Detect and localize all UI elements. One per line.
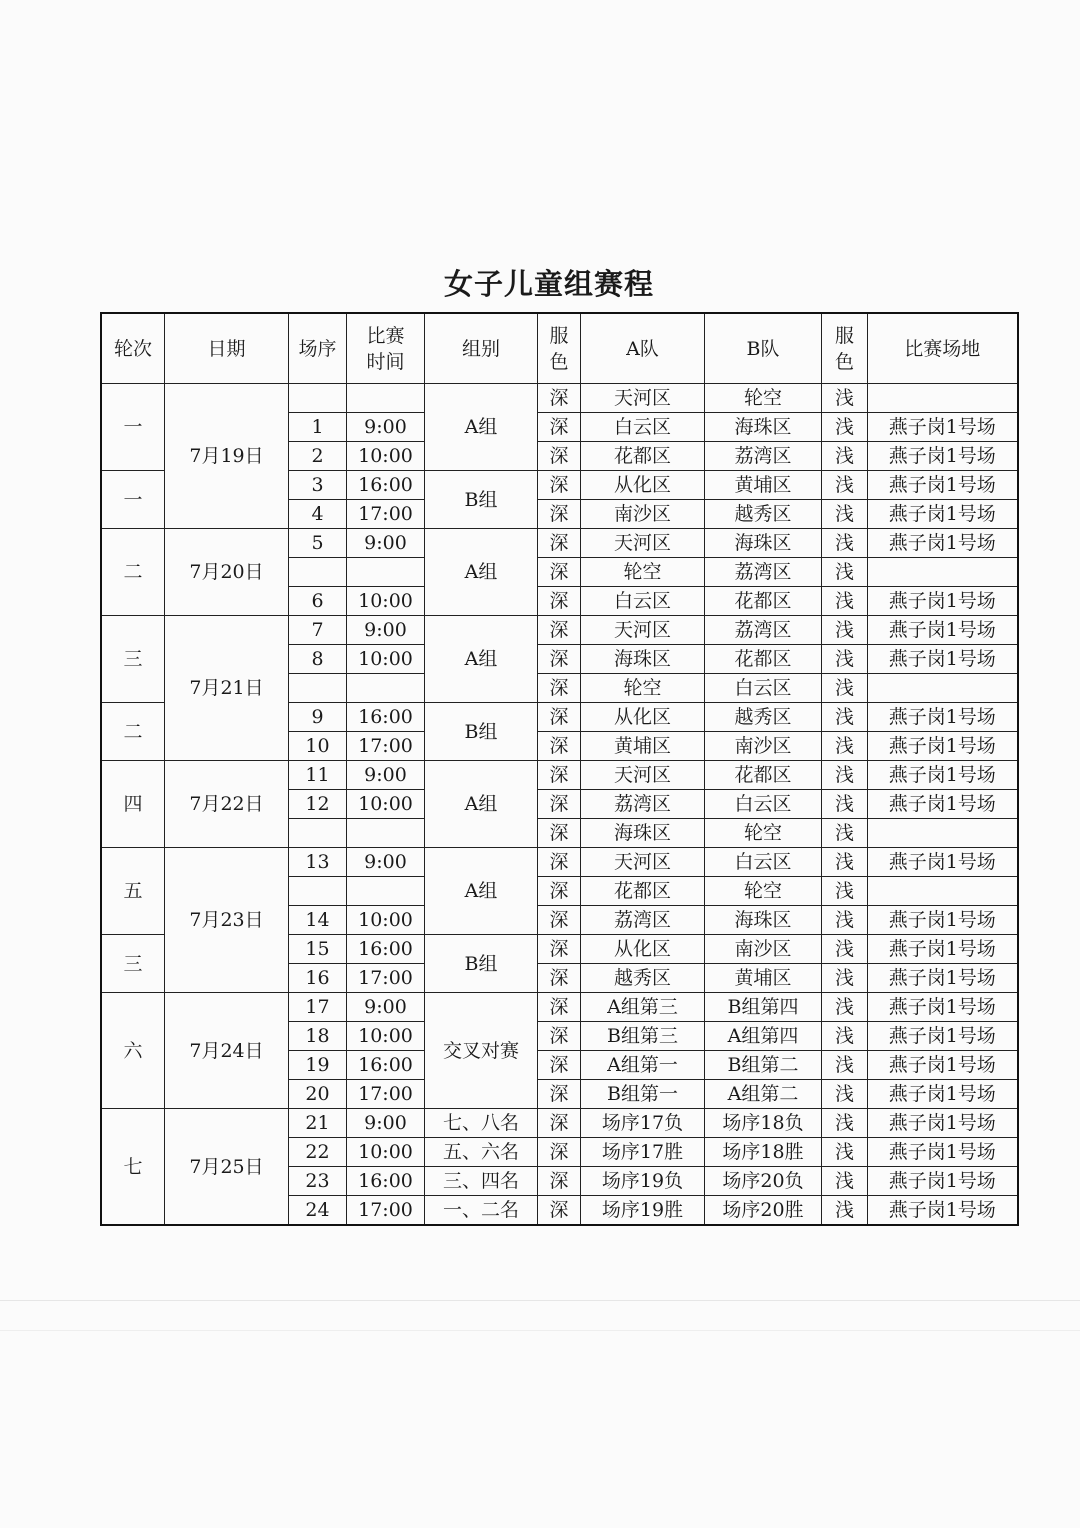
group-cell: A组 xyxy=(425,529,538,616)
color-b-cell: 浅 xyxy=(822,819,868,848)
match-no-cell: 22 xyxy=(289,1138,347,1167)
color-b-cell: 浅 xyxy=(822,674,868,703)
round-cell: 七 xyxy=(101,1109,165,1226)
match-no-cell: 9 xyxy=(289,703,347,732)
venue-cell: 燕子岗1号场 xyxy=(868,1109,1018,1138)
venue-cell xyxy=(868,384,1018,413)
color-b-cell: 浅 xyxy=(822,964,868,993)
team-b-cell: B组第四 xyxy=(705,993,822,1022)
color-a-cell: 深 xyxy=(538,703,581,732)
group-cell: 三、四名 xyxy=(425,1167,538,1196)
group-cell: A组 xyxy=(425,616,538,703)
venue-cell: 燕子岗1号场 xyxy=(868,703,1018,732)
team-b-cell: 海珠区 xyxy=(705,413,822,442)
time-cell: 16:00 xyxy=(347,1051,425,1080)
color-a-cell: 深 xyxy=(538,993,581,1022)
color-a-cell: 深 xyxy=(538,384,581,413)
venue-cell: 燕子岗1号场 xyxy=(868,790,1018,819)
header-team-b: B队 xyxy=(705,313,822,384)
color-a-cell: 深 xyxy=(538,500,581,529)
time-cell: 17:00 xyxy=(347,964,425,993)
team-a-cell: 黄埔区 xyxy=(581,732,705,761)
team-b-cell: 白云区 xyxy=(705,848,822,877)
team-b-cell: 海珠区 xyxy=(705,906,822,935)
team-a-cell: 场序17负 xyxy=(581,1109,705,1138)
venue-cell: 燕子岗1号场 xyxy=(868,587,1018,616)
team-a-cell: 从化区 xyxy=(581,471,705,500)
group-cell: 七、八名 xyxy=(425,1109,538,1138)
team-b-cell: 越秀区 xyxy=(705,500,822,529)
match-no-cell: 7 xyxy=(289,616,347,645)
table-row xyxy=(101,993,1018,1022)
time-cell: 10:00 xyxy=(347,1138,425,1167)
team-a-cell: 花都区 xyxy=(581,877,705,906)
group-cell: B组 xyxy=(425,935,538,993)
match-no-cell: 17 xyxy=(289,993,347,1022)
team-a-cell: 场序19胜 xyxy=(581,1196,705,1226)
time-cell: 9:00 xyxy=(347,413,425,442)
team-b-cell: 荔湾区 xyxy=(705,442,822,471)
table-row xyxy=(101,384,1018,413)
team-b-cell: 花都区 xyxy=(705,587,822,616)
color-b-cell: 浅 xyxy=(822,1167,868,1196)
table-row xyxy=(101,761,1018,790)
color-a-cell: 深 xyxy=(538,1167,581,1196)
color-b-cell: 浅 xyxy=(822,645,868,674)
team-b-cell: 黄埔区 xyxy=(705,964,822,993)
color-a-cell: 深 xyxy=(538,761,581,790)
color-b-cell: 浅 xyxy=(822,587,868,616)
match-no-cell: 24 xyxy=(289,1196,347,1226)
match-no-cell: 3 xyxy=(289,471,347,500)
match-no-cell: 8 xyxy=(289,645,347,674)
color-b-cell: 浅 xyxy=(822,558,868,587)
color-b-cell: 浅 xyxy=(822,732,868,761)
match-no-cell: 15 xyxy=(289,935,347,964)
round-cell: 一 xyxy=(101,471,165,529)
time-cell: 9:00 xyxy=(347,616,425,645)
header-match-no: 场序 xyxy=(289,313,347,384)
time-cell: 9:00 xyxy=(347,761,425,790)
match-no-cell xyxy=(289,819,347,848)
venue-cell: 燕子岗1号场 xyxy=(868,1167,1018,1196)
team-b-cell: 花都区 xyxy=(705,645,822,674)
team-a-cell: 荔湾区 xyxy=(581,790,705,819)
color-b-cell: 浅 xyxy=(822,935,868,964)
table-row xyxy=(101,616,1018,645)
time-cell: 17:00 xyxy=(347,1080,425,1109)
time-cell: 16:00 xyxy=(347,1167,425,1196)
team-b-cell: 南沙区 xyxy=(705,935,822,964)
match-no-cell: 5 xyxy=(289,529,347,558)
match-no-cell: 21 xyxy=(289,1109,347,1138)
match-no-cell xyxy=(289,674,347,703)
team-a-cell: 天河区 xyxy=(581,848,705,877)
group-cell: A组 xyxy=(425,384,538,471)
match-no-cell: 6 xyxy=(289,587,347,616)
team-a-cell: 白云区 xyxy=(581,587,705,616)
color-b-cell: 浅 xyxy=(822,790,868,819)
venue-cell: 燕子岗1号场 xyxy=(868,471,1018,500)
color-a-cell: 深 xyxy=(538,471,581,500)
match-no-cell: 18 xyxy=(289,1022,347,1051)
team-a-cell: A组第一 xyxy=(581,1051,705,1080)
scan-line xyxy=(0,1330,1080,1331)
venue-cell: 燕子岗1号场 xyxy=(868,1138,1018,1167)
team-b-cell: 越秀区 xyxy=(705,703,822,732)
group-cell: 五、六名 xyxy=(425,1138,538,1167)
header-team-a: A队 xyxy=(581,313,705,384)
color-a-cell: 深 xyxy=(538,732,581,761)
color-a-cell: 深 xyxy=(538,616,581,645)
header-round: 轮次 xyxy=(101,313,165,384)
team-a-cell: A组第三 xyxy=(581,993,705,1022)
date-cell: 7月23日 xyxy=(165,848,289,993)
header-venue: 比赛场地 xyxy=(868,313,1018,384)
header-date: 日期 xyxy=(165,313,289,384)
color-b-cell: 浅 xyxy=(822,1109,868,1138)
color-b-cell: 浅 xyxy=(822,1051,868,1080)
color-b-cell: 浅 xyxy=(822,1022,868,1051)
team-b-cell: 白云区 xyxy=(705,790,822,819)
header-row xyxy=(101,313,1018,384)
time-cell: 10:00 xyxy=(347,790,425,819)
match-no-cell: 13 xyxy=(289,848,347,877)
color-b-cell: 浅 xyxy=(822,442,868,471)
team-b-cell: 花都区 xyxy=(705,761,822,790)
match-no-cell: 19 xyxy=(289,1051,347,1080)
team-b-cell: 场序20胜 xyxy=(705,1196,822,1226)
team-b-cell: 场序18胜 xyxy=(705,1138,822,1167)
team-b-cell: 轮空 xyxy=(705,877,822,906)
color-a-cell: 深 xyxy=(538,529,581,558)
color-b-cell: 浅 xyxy=(822,384,868,413)
team-b-cell: 场序20负 xyxy=(705,1167,822,1196)
time-cell: 10:00 xyxy=(347,645,425,674)
time-cell: 16:00 xyxy=(347,471,425,500)
color-b-cell: 浅 xyxy=(822,1080,868,1109)
time-cell: 10:00 xyxy=(347,906,425,935)
match-no-cell: 11 xyxy=(289,761,347,790)
team-a-cell: B组第一 xyxy=(581,1080,705,1109)
match-no-cell: 2 xyxy=(289,442,347,471)
color-b-cell: 浅 xyxy=(822,703,868,732)
time-cell xyxy=(347,819,425,848)
round-cell: 二 xyxy=(101,529,165,616)
color-a-cell: 深 xyxy=(538,1051,581,1080)
header-color-a: 服色 xyxy=(538,313,581,384)
date-cell: 7月20日 xyxy=(165,529,289,616)
table-row xyxy=(101,529,1018,558)
date-cell: 7月24日 xyxy=(165,993,289,1109)
time-cell: 10:00 xyxy=(347,1022,425,1051)
round-cell: 三 xyxy=(101,935,165,993)
venue-cell: 燕子岗1号场 xyxy=(868,616,1018,645)
time-cell: 16:00 xyxy=(347,703,425,732)
color-a-cell: 深 xyxy=(538,877,581,906)
venue-cell: 燕子岗1号场 xyxy=(868,906,1018,935)
venue-cell xyxy=(868,819,1018,848)
color-a-cell: 深 xyxy=(538,1022,581,1051)
color-a-cell: 深 xyxy=(538,790,581,819)
color-a-cell: 深 xyxy=(538,442,581,471)
team-b-cell: 南沙区 xyxy=(705,732,822,761)
time-cell: 10:00 xyxy=(347,442,425,471)
team-a-cell: B组第三 xyxy=(581,1022,705,1051)
match-no-cell xyxy=(289,877,347,906)
team-b-cell: 海珠区 xyxy=(705,529,822,558)
match-no-cell: 4 xyxy=(289,500,347,529)
header-time: 比赛时间 xyxy=(347,313,425,384)
venue-cell xyxy=(868,558,1018,587)
color-b-cell: 浅 xyxy=(822,1196,868,1226)
team-b-cell: A组第四 xyxy=(705,1022,822,1051)
table-row xyxy=(101,1109,1018,1138)
group-cell: A组 xyxy=(425,848,538,935)
team-a-cell: 海珠区 xyxy=(581,645,705,674)
color-a-cell: 深 xyxy=(538,848,581,877)
venue-cell: 燕子岗1号场 xyxy=(868,500,1018,529)
header-group: 组别 xyxy=(425,313,538,384)
venue-cell: 燕子岗1号场 xyxy=(868,442,1018,471)
venue-cell: 燕子岗1号场 xyxy=(868,732,1018,761)
color-b-cell: 浅 xyxy=(822,413,868,442)
group-cell: B组 xyxy=(425,703,538,761)
match-no-cell: 1 xyxy=(289,413,347,442)
round-cell: 四 xyxy=(101,761,165,848)
time-cell: 9:00 xyxy=(347,529,425,558)
color-a-cell: 深 xyxy=(538,645,581,674)
team-b-cell: A组第二 xyxy=(705,1080,822,1109)
venue-cell: 燕子岗1号场 xyxy=(868,1022,1018,1051)
group-cell: 交叉对赛 xyxy=(425,993,538,1109)
venue-cell xyxy=(868,877,1018,906)
color-b-cell: 浅 xyxy=(822,877,868,906)
header-color-b: 服色 xyxy=(822,313,868,384)
date-cell: 7月21日 xyxy=(165,616,289,761)
time-cell xyxy=(347,877,425,906)
match-no-cell: 10 xyxy=(289,732,347,761)
team-b-cell: 荔湾区 xyxy=(705,616,822,645)
group-cell: A组 xyxy=(425,761,538,848)
team-b-cell: 白云区 xyxy=(705,674,822,703)
team-a-cell: 海珠区 xyxy=(581,819,705,848)
color-b-cell: 浅 xyxy=(822,1138,868,1167)
color-a-cell: 深 xyxy=(538,906,581,935)
schedule-table xyxy=(100,312,1019,1226)
team-b-cell: 轮空 xyxy=(705,819,822,848)
color-a-cell: 深 xyxy=(538,1138,581,1167)
time-cell: 17:00 xyxy=(347,732,425,761)
venue-cell: 燕子岗1号场 xyxy=(868,1196,1018,1226)
round-cell: 五 xyxy=(101,848,165,935)
venue-cell: 燕子岗1号场 xyxy=(868,645,1018,674)
table-row xyxy=(101,848,1018,877)
group-cell: 一、二名 xyxy=(425,1196,538,1226)
color-a-cell: 深 xyxy=(538,819,581,848)
venue-cell: 燕子岗1号场 xyxy=(868,529,1018,558)
time-cell: 16:00 xyxy=(347,935,425,964)
team-a-cell: 场序19负 xyxy=(581,1167,705,1196)
venue-cell: 燕子岗1号场 xyxy=(868,964,1018,993)
time-cell: 17:00 xyxy=(347,1196,425,1226)
venue-cell: 燕子岗1号场 xyxy=(868,935,1018,964)
venue-cell: 燕子岗1号场 xyxy=(868,993,1018,1022)
color-b-cell: 浅 xyxy=(822,471,868,500)
group-cell: B组 xyxy=(425,471,538,529)
team-a-cell: 从化区 xyxy=(581,935,705,964)
time-cell xyxy=(347,558,425,587)
scan-line xyxy=(0,1300,1080,1301)
color-a-cell: 深 xyxy=(538,964,581,993)
time-cell: 10:00 xyxy=(347,587,425,616)
round-cell: 三 xyxy=(101,616,165,703)
team-a-cell: 天河区 xyxy=(581,384,705,413)
round-cell: 二 xyxy=(101,703,165,761)
team-a-cell: 天河区 xyxy=(581,761,705,790)
venue-cell: 燕子岗1号场 xyxy=(868,1051,1018,1080)
match-no-cell: 12 xyxy=(289,790,347,819)
match-no-cell: 20 xyxy=(289,1080,347,1109)
team-b-cell: 场序18负 xyxy=(705,1109,822,1138)
time-cell: 9:00 xyxy=(347,993,425,1022)
time-cell: 17:00 xyxy=(347,500,425,529)
time-cell: 9:00 xyxy=(347,848,425,877)
color-a-cell: 深 xyxy=(538,1080,581,1109)
match-no-cell: 23 xyxy=(289,1167,347,1196)
venue-cell: 燕子岗1号场 xyxy=(868,1080,1018,1109)
color-b-cell: 浅 xyxy=(822,500,868,529)
date-cell: 7月22日 xyxy=(165,761,289,848)
color-b-cell: 浅 xyxy=(822,906,868,935)
team-b-cell: B组第二 xyxy=(705,1051,822,1080)
team-a-cell: 白云区 xyxy=(581,413,705,442)
team-b-cell: 轮空 xyxy=(705,384,822,413)
match-no-cell: 14 xyxy=(289,906,347,935)
team-a-cell: 南沙区 xyxy=(581,500,705,529)
team-a-cell: 天河区 xyxy=(581,529,705,558)
round-cell: 六 xyxy=(101,993,165,1109)
round-cell: 一 xyxy=(101,384,165,471)
team-b-cell: 黄埔区 xyxy=(705,471,822,500)
team-a-cell: 天河区 xyxy=(581,616,705,645)
time-cell xyxy=(347,384,425,413)
color-a-cell: 深 xyxy=(538,413,581,442)
color-b-cell: 浅 xyxy=(822,616,868,645)
team-a-cell: 场序17胜 xyxy=(581,1138,705,1167)
venue-cell: 燕子岗1号场 xyxy=(868,761,1018,790)
match-no-cell: 16 xyxy=(289,964,347,993)
time-cell: 9:00 xyxy=(347,1109,425,1138)
team-a-cell: 轮空 xyxy=(581,558,705,587)
match-no-cell xyxy=(289,384,347,413)
color-b-cell: 浅 xyxy=(822,529,868,558)
color-a-cell: 深 xyxy=(538,1109,581,1138)
color-b-cell: 浅 xyxy=(822,993,868,1022)
color-b-cell: 浅 xyxy=(822,848,868,877)
time-cell xyxy=(347,674,425,703)
venue-cell: 燕子岗1号场 xyxy=(868,413,1018,442)
team-a-cell: 从化区 xyxy=(581,703,705,732)
team-a-cell: 轮空 xyxy=(581,674,705,703)
venue-cell: 燕子岗1号场 xyxy=(868,848,1018,877)
color-b-cell: 浅 xyxy=(822,761,868,790)
page-title: 女子儿童组赛程 xyxy=(443,267,654,301)
color-a-cell: 深 xyxy=(538,587,581,616)
color-a-cell: 深 xyxy=(538,1196,581,1226)
color-a-cell: 深 xyxy=(538,674,581,703)
color-a-cell: 深 xyxy=(538,558,581,587)
date-cell: 7月19日 xyxy=(165,384,289,529)
team-a-cell: 越秀区 xyxy=(581,964,705,993)
venue-cell xyxy=(868,674,1018,703)
match-no-cell xyxy=(289,558,347,587)
date-cell: 7月25日 xyxy=(165,1109,289,1226)
team-b-cell: 荔湾区 xyxy=(705,558,822,587)
team-a-cell: 荔湾区 xyxy=(581,906,705,935)
color-a-cell: 深 xyxy=(538,935,581,964)
team-a-cell: 花都区 xyxy=(581,442,705,471)
